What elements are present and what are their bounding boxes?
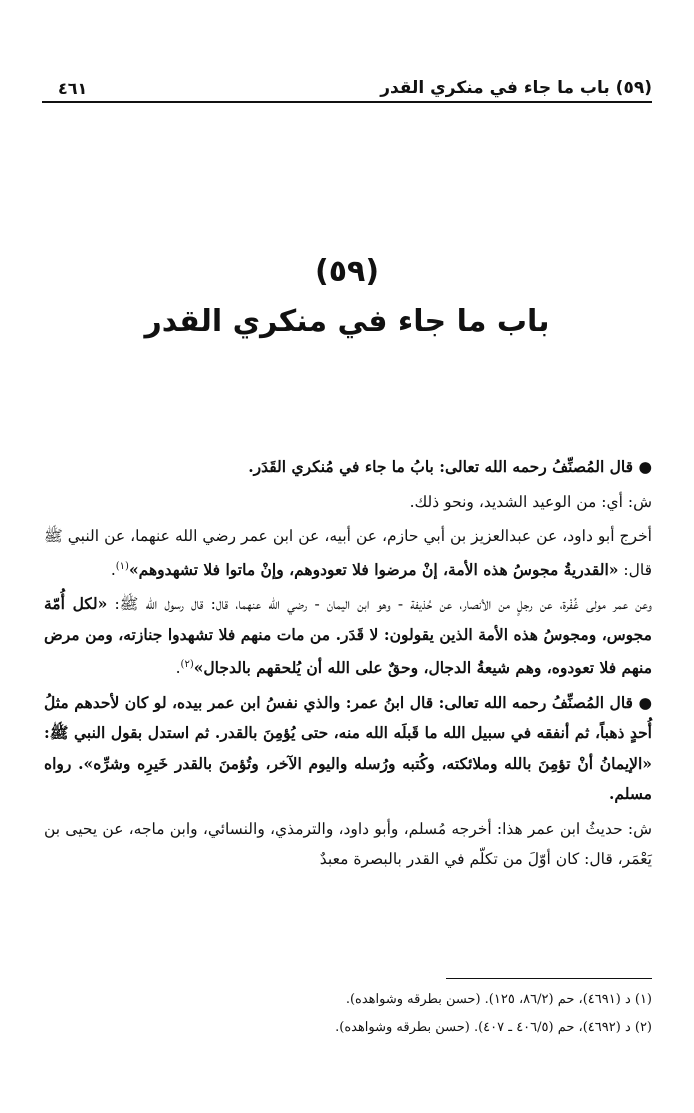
narration-text: وعن عمر مولى غُفْرة، عن رجلٍ من الأنصار، عن حُذيفة - وهو ابن اليمان - رضي الله عنهما، قال: قال رسول الله ﷺ: bbox=[107, 595, 652, 614]
paragraph-commentary: ش: أي: من الوعيد الشديد، ونحو ذلك. bbox=[409, 492, 652, 511]
page-header bbox=[58, 62, 652, 98]
chapter-number: (٥٩) bbox=[314, 254, 380, 289]
footnote-1: (١) د (٤٦٩١)، حم (٨٦/٢، ١٢٥). (حسن بطرقه وشواهده). bbox=[345, 992, 652, 1007]
footnote-2: (٢) د (٤٦٩٢)، حم (٤٠٦/٥ ـ ٤٠٧). (حسن بطرقه وشواهده). bbox=[335, 1020, 652, 1035]
page-number: ٤٦١ bbox=[58, 79, 88, 98]
body-text bbox=[44, 452, 652, 879]
running-title: (٥٩) باب ما جاء في منكري القدر bbox=[380, 78, 652, 98]
header-rule bbox=[42, 101, 652, 103]
paragraph-ibn-umar: ● قال المُصنِّفُ رحمه الله تعالى: قال ابنُ عمر: والذي نفسُ ابن عمر بيده، لو كان لأحدهم مثلُ أُحدٍ ذهباً، ثم أنفقه في سبيل الله ما قَبلَه الله منه، حتى يُؤمِنَ بالقدر. ثم استدل بقول النبي ﷺ: «الإيمانُ أنْ تؤمِنَ بالله وملائكته، وكُتبه ورُسله واليوم الآخر، وتُؤمنَ بالقدر خَيرِه وشرِّه». رواه مسلم. bbox=[44, 692, 652, 804]
paragraph-abu-dawud bbox=[44, 521, 652, 585]
hadith-text: «لكل أُمّة مجوس، ومجوسُ هذه الأمة الذين يقولون: لا قَدَر. من مات منهم فلا تشهدوا جنازته، ومن مرض منهم فلا تعودوه، وهم شيعةُ الدجال، وحقٌ على الله أن يُلحقهم بالدجال» bbox=[44, 594, 652, 678]
paragraph-hudhayfa bbox=[44, 589, 652, 684]
footnote-rule bbox=[446, 978, 652, 979]
narration-text: أخرج أبو داود، عن عبدالعزيز بن أبي حازم، عن أبيه، عن ابن عمر رضي الله عنهما، عن النبي ﷺ قال: bbox=[44, 527, 652, 579]
hadith-text: «القدريةُ مجوسُ هذه الأمة، إنْ مرضوا فلا تعودوهم، وإنْ ماتوا فلا تشهدوهم» bbox=[128, 559, 619, 579]
paragraph-commentary-muslim: ش: حديثُ ابن عمر هذا: أخرجه مُسلم، وأبو داود، والترمذي، والنسائي، وابن ماجه، عن يحيى بن يَعْمَر، قال: كان أوّلَ من تكلّم في القدر بالبصرة معبدٌ bbox=[44, 819, 652, 869]
footnote-ref-1: (١) bbox=[115, 560, 129, 572]
footnotes bbox=[44, 986, 652, 1042]
paragraph-author-heading: ● قال المُصنِّفُ رحمه الله تعالى: بابُ ما جاء في مُنكري القَدَر. bbox=[248, 457, 652, 476]
sentence-end: . bbox=[175, 659, 181, 678]
sentence-end: . bbox=[110, 560, 116, 579]
chapter-title: باب ما جاء في منكري القدر bbox=[144, 304, 550, 339]
footnote-ref-2: (٢) bbox=[180, 659, 194, 671]
